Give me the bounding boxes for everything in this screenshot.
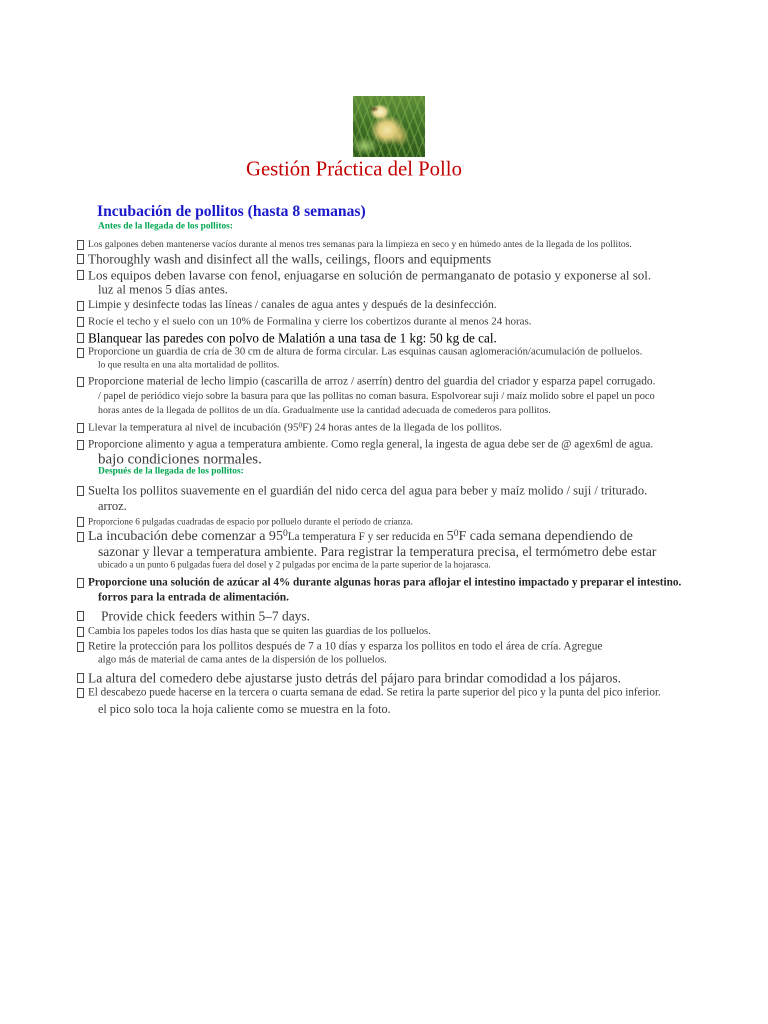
empty-box-icon — [77, 578, 84, 588]
after-arrival-heading: Después de la llegada de los pollitos: — [98, 466, 244, 477]
checklist-item-text — [88, 420, 503, 434]
checklist-item-text — [88, 530, 633, 544]
checklist-item-continuation: bajo condiciones normales. — [98, 451, 262, 468]
checklist-item-continuation: / papel de periódico viejo sobre la basura para que las pollitas no coman basura. Espolvorear suji / maíz molido sobre el papel un poco — [98, 390, 655, 402]
checklist-item-text: Los galpones deben mantenerse vacíos durante al menos tres semanas para la limpieza en seco y en húmedo antes de la llegada de los pollitos. — [88, 239, 632, 251]
empty-box-icon — [77, 486, 84, 496]
checklist-item-continuation: luz al menos 5 días antes. — [98, 282, 228, 297]
checklist-item-text: Proporcione un guardia de cría de 30 cm de altura de forma circular. Las esquinas causan aglomeración/acumulación de polluelos. — [88, 346, 643, 358]
text-segment: La temperatura F y ser reducida en — [287, 530, 447, 543]
checklist-item-text: La altura del comedero debe ajustarse justo detrás del pájaro para brindar comodidad a los pájaros. — [88, 670, 622, 686]
checklist-item-text: Rocíe el techo y el suelo con un 10% de Formalina y cierre los cobertizos durante al menos 24 horas. — [88, 315, 532, 328]
section-heading: Incubación de pollitos (hasta 8 semanas) — [97, 203, 366, 221]
checklist-item-text: Proporcione 6 pulgadas cuadradas de espacio por polluelo durante el período de crianza. — [88, 516, 413, 527]
checklist-item-continuation: lo que resulta en una alta mortalidad de pollitos. — [98, 360, 280, 371]
checklist-item-text: Proporcione material de lecho limpio (cascarilla de arroz / aserrín) dentro del guardia del criador y esparza papel corrugado. — [88, 375, 656, 388]
empty-box-icon — [77, 301, 84, 311]
checklist-item-text: Retire la protección para los pollitos después de 7 a 10 días y esparza los pollitos en todo el área de cría. Agregue — [88, 640, 603, 653]
checklist-item-continuation: ubicado a un punto 6 pulgadas fuera del dosel y 2 pulgadas por encima de la parte superior de la hojarasca. — [98, 559, 491, 570]
checklist-item-continuation: el pico solo toca la hoja caliente como se muestra en la foto. — [98, 701, 391, 716]
checklist-item-continuation: algo más de material de cama antes de la dispersión de los polluelos. — [98, 654, 387, 666]
empty-box-icon — [77, 270, 84, 280]
empty-box-icon — [77, 642, 84, 652]
checklist-item-continuation: forros para la entrada de alimentación. — [98, 591, 290, 604]
checklist-item-continuation: horas antes de la llegada de pollitos de un día. Gradualmente use la cantidad adecuada de comederos para pollitos. — [98, 405, 551, 417]
checklist-item-text: Thoroughly wash and disinfect all the walls, ceilings, floors and equipments — [88, 251, 492, 267]
text-segment: F cada semana dependiendo de — [458, 528, 633, 544]
checklist-item-text: Limpie y desinfecte todas las líneas / canales de agua antes y después de la desinfección. — [88, 299, 497, 312]
empty-box-icon — [77, 440, 84, 450]
empty-box-icon — [77, 333, 84, 343]
degree-superscript: 0 — [298, 420, 303, 430]
empty-box-icon — [77, 423, 84, 433]
empty-box-icon — [77, 317, 84, 327]
checklist-item-text: Provide chick feeders within 5–7 days. — [101, 608, 310, 624]
text-segment: F) 24 horas antes de la llegada de los pollitos. — [302, 421, 503, 434]
degree-superscript: 0 — [282, 528, 288, 539]
checklist-item-text: Blanquear las paredes con polvo de Malatión a una tasa de 1 kg: 50 kg de cal. — [88, 330, 497, 346]
empty-box-icon — [77, 254, 84, 264]
empty-box-icon — [77, 611, 84, 621]
text-segment: Llevar la temperatura al nivel de incubación (95 — [88, 421, 299, 434]
empty-box-icon — [77, 240, 84, 250]
checklist-item-text: Los equipos deben lavarse con fenol, enjuagarse en solución de permanganato de potasio y exponerse al sol. — [88, 267, 652, 283]
checklist-item-continuation: sazonar y llevar a temperatura ambiente. Para registrar la temperatura precisa, el termómetro debe estar — [98, 544, 657, 560]
degree-superscript: 0 — [453, 528, 459, 539]
empty-box-icon — [77, 627, 84, 637]
checklist-item-text: Suelta los pollitos suavemente en el guardián del nido cerca del agua para beber y maíz molido / suji / triturado. — [88, 483, 648, 498]
chick-photo — [353, 96, 425, 157]
empty-box-icon — [77, 348, 84, 358]
empty-box-icon — [77, 377, 84, 387]
checklist-item-continuation: arroz. — [98, 498, 127, 513]
empty-box-icon — [77, 673, 84, 683]
checklist-item-text: Cambia los papeles todos los días hasta que se quiten las guardias de los polluelos. — [88, 625, 431, 637]
empty-box-icon — [77, 532, 84, 542]
text-segment: La incubación debe comenzar a 95 — [88, 528, 283, 544]
checklist-item-text: Proporcione una solución de azúcar al 4% durante algunas horas para aflojar el intestino impactado y preparar el intestino. — [88, 576, 682, 589]
empty-box-icon — [77, 688, 84, 698]
empty-box-icon — [77, 517, 84, 527]
checklist-item-text: Proporcione alimento y agua a temperatura ambiente. Como regla general, la ingesta de agua debe ser de @ agex6ml de agua. — [88, 438, 654, 451]
text-segment: 5 — [446, 528, 454, 544]
checklist-item-text: El descabezo puede hacerse en la tercera o cuarta semana de edad. Se retira la parte superior del pico y la punta del pico inferior. — [88, 686, 661, 699]
page-title: Gestión Práctica del Pollo — [246, 158, 462, 181]
before-arrival-heading: Antes de la llegada de los pollitos: — [98, 221, 233, 232]
